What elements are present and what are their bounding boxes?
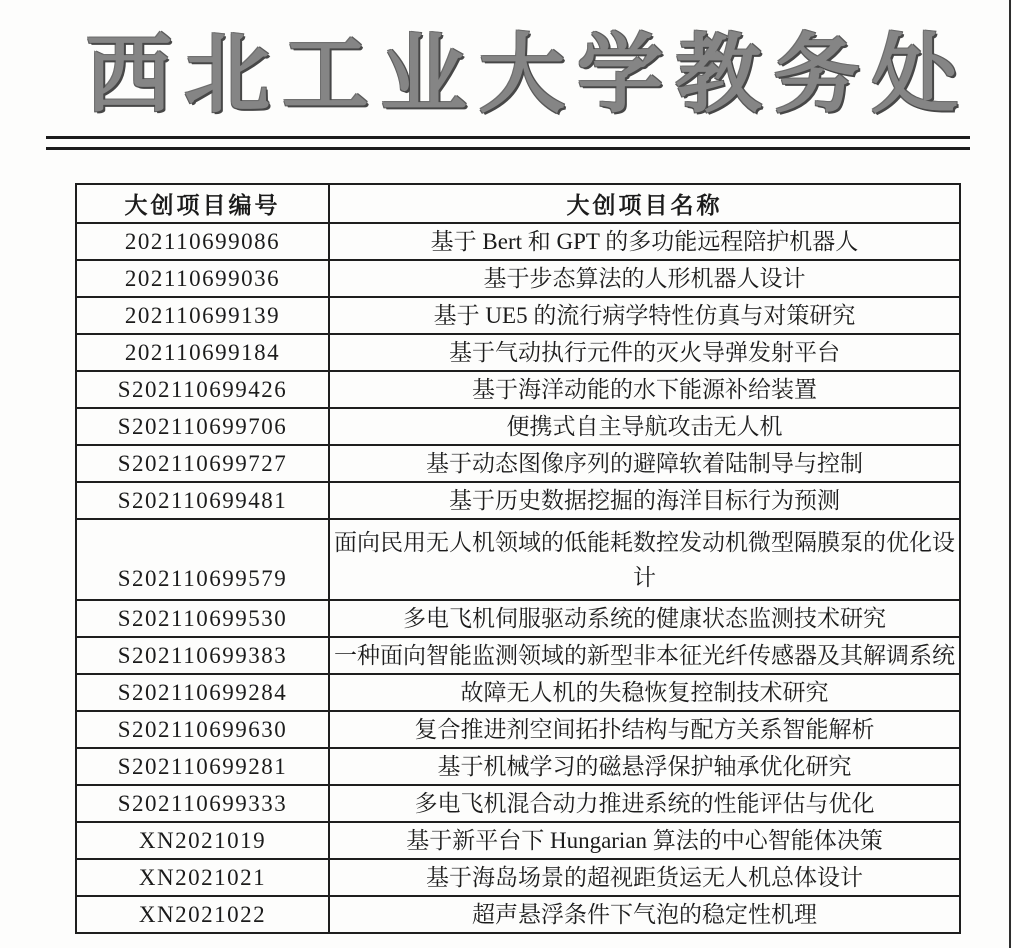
table-row [76, 297, 960, 334]
letterhead-char: 处 [872, 27, 958, 123]
table-row [76, 445, 960, 482]
project-id-cell: S202110699281 [76, 748, 329, 785]
project-name-cell: 基于海岛场景的超视距货运无人机总体设计 [329, 859, 960, 896]
project-name-cell: 便携式自主导航攻击无人机 [329, 408, 960, 445]
project-id-cell: XN2021022 [76, 896, 329, 933]
project-name-cell: 基于 UE5 的流行病学特性仿真与对策研究 [329, 297, 960, 334]
table-row [76, 896, 960, 933]
table-row [76, 748, 960, 785]
letterhead-char: 北 [184, 27, 271, 123]
project-id-cell: S202110699284 [76, 674, 329, 711]
letterhead-rule-bottom [46, 147, 970, 150]
project-name-cell: 基于气动执行元件的灭火导弹发射平台 [329, 334, 960, 371]
project-id-cell: S202110699333 [76, 785, 329, 822]
project-id-cell: 202110699184 [76, 334, 329, 371]
project-name-cell: 多电飞机混合动力推进系统的性能评估与优化 [329, 785, 960, 822]
letterhead-rule-top [46, 136, 970, 139]
projects-table [75, 183, 961, 934]
project-name-cell: 基于机械学习的磁悬浮保护轴承优化研究 [329, 748, 960, 785]
project-name-cell: 故障无人机的失稳恢复控制技术研究 [329, 674, 960, 711]
table-body [76, 223, 960, 933]
table-row [76, 674, 960, 711]
project-id-cell: 202110699036 [76, 260, 329, 297]
table-row [76, 519, 960, 600]
project-id-cell: S202110699727 [76, 445, 329, 482]
table-row [76, 334, 960, 371]
letterhead-char: 学 [577, 27, 664, 123]
letterhead-title [86, 22, 958, 128]
letterhead-char: 教 [675, 27, 762, 123]
table-row [76, 260, 960, 297]
project-name-cell: 一种面向智能监测领域的新型非本征光纤传感器及其解调系统 [329, 637, 960, 674]
letterhead-char: 业 [380, 27, 467, 123]
table-row [76, 371, 960, 408]
table-row [76, 600, 960, 637]
project-id-cell: S202110699481 [76, 482, 329, 519]
table-header-row [76, 184, 960, 223]
project-name-cell: 基于 Bert 和 GPT 的多功能远程陪护机器人 [329, 223, 960, 260]
project-id-cell: S202110699630 [76, 711, 329, 748]
table-row [76, 785, 960, 822]
table-row [76, 859, 960, 896]
project-id-cell: S202110699426 [76, 371, 329, 408]
col-header-project-id: 大创项目编号 [76, 184, 329, 223]
project-id-cell: S202110699383 [76, 637, 329, 674]
project-name-cell: 基于海洋动能的水下能源补给装置 [329, 371, 960, 408]
project-name-cell: 基于新平台下 Hungarian 算法的中心智能体决策 [329, 822, 960, 859]
letterhead-char: 务 [773, 27, 860, 123]
project-id-cell: 202110699139 [76, 297, 329, 334]
table-row [76, 223, 960, 260]
letterhead-char: 西 [86, 27, 172, 123]
project-name-cell: 复合推进剂空间拓扑结构与配方关系智能解析 [329, 711, 960, 748]
project-name-cell: 多电飞机伺服驱动系统的健康状态监测技术研究 [329, 600, 960, 637]
project-id-cell: XN2021019 [76, 822, 329, 859]
table-row [76, 482, 960, 519]
table-row [76, 408, 960, 445]
project-id-cell: S202110699579 [76, 519, 329, 600]
table-row [76, 822, 960, 859]
project-name-cell: 超声悬浮条件下气泡的稳定性机理 [329, 896, 960, 933]
scan-edge-line [1009, 0, 1011, 948]
project-id-cell: S202110699706 [76, 408, 329, 445]
col-header-project-name: 大创项目名称 [329, 184, 960, 223]
letterhead-char: 工 [282, 27, 369, 123]
project-name-cell: 面向民用无人机领域的低能耗数控发动机微型隔膜泵的优化设计 [329, 519, 960, 600]
project-id-cell: XN2021021 [76, 859, 329, 896]
project-id-cell: S202110699530 [76, 600, 329, 637]
table-row [76, 711, 960, 748]
table-row [76, 637, 960, 674]
project-name-cell: 基于动态图像序列的避障软着陆制导与控制 [329, 445, 960, 482]
project-id-cell: 202110699086 [76, 223, 329, 260]
project-name-cell: 基于步态算法的人形机器人设计 [329, 260, 960, 297]
project-name-cell: 基于历史数据挖掘的海洋目标行为预测 [329, 482, 960, 519]
letterhead-char: 大 [479, 27, 565, 123]
